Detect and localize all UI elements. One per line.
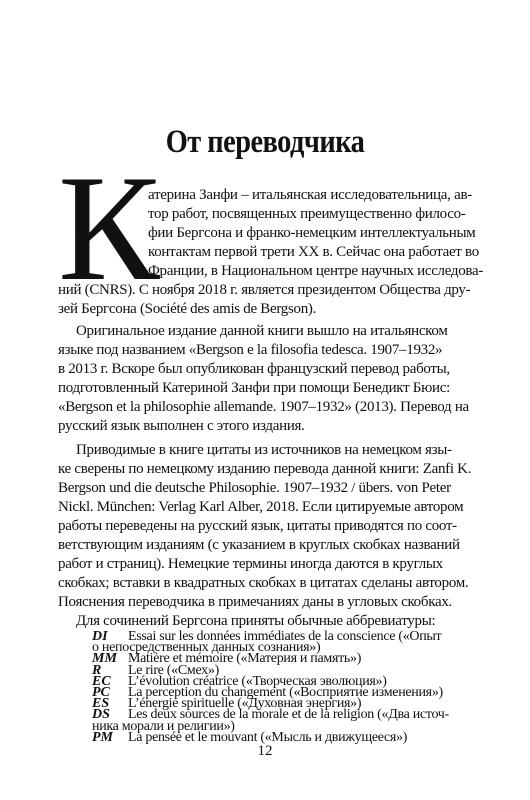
text-line: зей Бергсона (Société des amis de Bergson). [58,301,317,317]
text-line: атерина Занфи – итальянская исследовательница, ав- [148,187,472,203]
text-line: Оригинальное издание данной книги вышло на итальянском [76,323,448,339]
abbreviation-key: PC [92,685,110,700]
text-line: ветствующим изданиям (с указанием в круглых скобках названий [58,537,460,553]
abbreviation-text: L’énergie spirituelle («Духовная энергия») [128,696,362,711]
text-line: языке под названием «Bergson e la filosofia tedesca. 1907–1932» [58,342,443,358]
abbreviation-text: La perception du changement («Восприятие изменения») [128,685,443,700]
chapter-title: От переводчика [165,124,365,160]
text-line: в 2013 г. Вскоре был опубликован французский перевод работы, [58,361,450,377]
abbreviation-text: ника морали и религии») [92,719,235,734]
drop-cap-letter: К [58,144,160,312]
text-line: контактам первой трети XX в. Сейчас она работает во [148,244,479,260]
abbreviation-text: La pensée et le mouvant («Мысль и движущееся») [128,730,408,745]
abbreviation-key: EC [92,674,111,689]
text-line: работ и страниц). Немецкие термины иногда даются в круглых [58,556,443,572]
abbreviation-key: DI [92,629,108,644]
text-line: ний (CNRS). С ноября 2018 г. является президентом Общества дру- [58,282,471,298]
abbreviation-text: L’évolution créatrice («Творческая эволюция») [128,674,387,689]
abbreviation-key: MM [92,651,117,666]
abbreviation-text: о непосредственных данных сознания») [92,640,321,655]
text-line: скобках; вставки в квадратных скобках в цитатах сделаны автором. [58,575,469,591]
page-number: 12 [257,743,273,759]
abbreviation-text: Les deux sources de la morale et de la religion («Два источ- [128,707,449,722]
text-line: тор работ, посвященных преимущественно филосо- [148,206,466,222]
text-line: Nickl. München: Verlag Karl Alber, 2018. Если цитируемые автором [58,499,464,515]
text-line: работы переведены на русский язык, цитаты приводятся по соот- [58,518,457,534]
text-line: подготовленный Катериной Занфи при помощи Бенедикт Бюис: [58,380,450,396]
text-line: фии Бергсона и франко-немецким интеллектуальным [148,225,476,241]
abbreviation-key: PM [92,730,113,745]
text-line: Приводимые в книге цитаты из источников на немецком язы- [76,442,452,458]
text-line: Пояснения переводчика в примечаниях даны в угловых скобках. [58,594,452,610]
text-line: «Bergson et la philosophie allemande. 1907–1932» (2013). Перевод на [58,399,469,415]
text-line: Франции, в Национальном центре научных исследова- [148,263,484,279]
text-line: русский язык выполнен с этого издания. [58,418,305,434]
abbreviation-key: R [92,663,102,678]
abbreviation-key: DS [92,707,110,722]
text-line: Bergson und die deutsche Philosophie. 1907–1932 / übers. von Peter [58,480,451,496]
text-line: ке сверены по немецкому изданию перевода данной книги: Zanfi K. [58,461,472,477]
text-line: Для сочинений Бергсона приняты обычные аббревиатуры: [76,613,436,629]
abbreviation-text: Essai sur les données immédiates de la conscience («Опыт [128,629,442,644]
abbreviation-text: Le rire («Смех») [128,663,219,678]
abbreviation-text: Matière et mémoire («Материя и память») [128,651,362,666]
abbreviation-key: ES [92,696,110,711]
